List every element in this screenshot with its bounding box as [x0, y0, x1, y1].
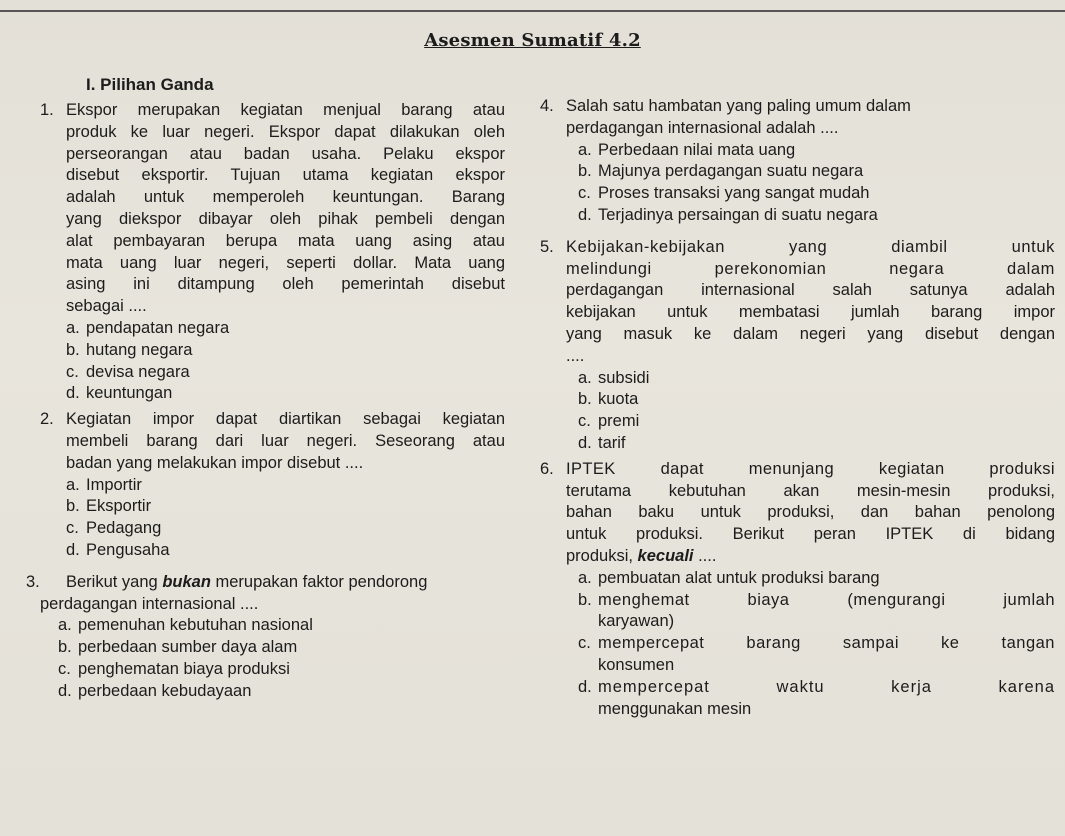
option-c[interactable]: [66, 518, 505, 540]
option-text: menggunakan mesin: [598, 699, 752, 718]
question-text: [66, 409, 505, 474]
option-d[interactable]: [578, 205, 1055, 227]
question-5: [540, 237, 1055, 455]
question-text: [40, 572, 505, 616]
option-text: Pengusaha: [86, 540, 170, 559]
option-text: konsumen: [598, 655, 675, 674]
option-text: Pedagang: [86, 519, 162, 538]
option-text: devisa negara: [86, 362, 190, 381]
option-text: pendapatan negara: [86, 318, 230, 337]
emphasis: bukan: [162, 572, 211, 591]
option-letter: d.: [66, 540, 80, 559]
question-number: 3.: [26, 572, 40, 591]
option-letter: a.: [578, 568, 592, 587]
option-letter: c.: [66, 519, 79, 538]
question-line: perdagangan internasional adalah ....: [566, 118, 839, 137]
option-text: karyawan): [598, 612, 675, 631]
left-column: [26, 90, 505, 703]
option-c[interactable]: [578, 633, 1055, 677]
answer-options: [66, 318, 505, 405]
option-letter: b.: [578, 390, 592, 409]
option-text: Proses transaksi yang sangat mudah: [598, 184, 870, 203]
question-line: Kegiatan impor dapat diartikan sebagai kegiatan: [66, 410, 505, 429]
option-text: Majunya perdagangan suatu negara: [598, 162, 864, 181]
option-d[interactable]: [66, 383, 505, 405]
question-line: badan yang melakukan impor disebut ....: [66, 453, 364, 472]
option-text: tarif: [598, 433, 626, 452]
question-text: [566, 237, 1055, 368]
option-text: menghemat biaya (mengurangi jumlah: [598, 590, 1055, 609]
option-letter: d.: [66, 384, 80, 403]
option-text: perbedaan kebudayaan: [78, 681, 252, 700]
option-letter: c.: [66, 362, 79, 381]
question-line: [52, 572, 505, 594]
question-line: perseorangan atau badan usaha. Pelaku ekspor: [66, 144, 505, 163]
option-letter: b.: [58, 638, 72, 657]
question-line: produk ke luar negeri. Ekspor dapat dilakukan oleh: [66, 122, 505, 141]
option-text: hutang negara: [86, 340, 193, 359]
option-d[interactable]: [578, 677, 1055, 721]
answer-options: [578, 140, 1055, 227]
option-b[interactable]: [66, 340, 505, 362]
option-text: perbedaan sumber daya alam: [78, 638, 298, 657]
option-d[interactable]: [578, 433, 1055, 455]
option-letter: c.: [58, 659, 71, 678]
option-c[interactable]: [578, 411, 1055, 433]
text-run: merupakan faktor pendorong: [210, 572, 428, 591]
question-2: [40, 409, 505, 562]
option-b[interactable]: [578, 389, 1055, 411]
question-line: ....: [566, 346, 585, 365]
option-letter: d.: [578, 677, 592, 696]
text-run: ....: [693, 546, 717, 565]
question-line: Salah satu hambatan yang paling umum dalam: [566, 97, 911, 115]
option-c[interactable]: [578, 183, 1055, 205]
top-rule: [0, 10, 1065, 12]
page-title: Asesmen Sumatif 4.2: [424, 30, 641, 51]
question-line: Kebijakan-kebijakan yang diambil untuk: [566, 237, 1055, 256]
text-run: produksi,: [566, 546, 638, 565]
option-c[interactable]: [58, 659, 505, 681]
option-text: pemenuhan kebutuhan nasional: [78, 616, 313, 635]
option-letter: c.: [578, 412, 591, 431]
option-a[interactable]: [66, 475, 505, 497]
answer-options: [578, 568, 1055, 721]
option-letter: b.: [66, 340, 80, 359]
option-text: Importir: [86, 475, 142, 494]
answer-options: [578, 368, 1055, 455]
option-a[interactable]: [578, 568, 1055, 590]
option-text: pembuatan alat untuk produksi barang: [598, 568, 880, 587]
option-b[interactable]: [66, 496, 505, 518]
question-line: kebijakan untuk membatasi jumlah barang impor: [566, 303, 1055, 322]
option-text: kuota: [598, 390, 639, 409]
question-line: [40, 594, 505, 616]
question-3: [26, 572, 505, 703]
option-letter: d.: [578, 433, 592, 452]
option-a[interactable]: [578, 368, 1055, 390]
question-text: [566, 459, 1055, 568]
option-letter: b.: [578, 590, 592, 609]
question-line: alat pembayaran berupa mata uang asing atau: [66, 231, 505, 250]
option-letter: a.: [66, 318, 80, 337]
question-number: 5.: [540, 237, 554, 256]
question-line: membeli barang dari luar negeri. Seseorang atau: [66, 431, 505, 450]
option-a[interactable]: [578, 140, 1055, 162]
option-text: Terjadinya persaingan di suatu negara: [598, 205, 878, 224]
option-a[interactable]: [66, 318, 505, 340]
option-b[interactable]: [578, 590, 1055, 634]
option-text: subsidi: [598, 368, 650, 387]
question-line: disebut eksportir. Tujuan utama kegiatan ekspor: [66, 166, 505, 185]
question-line: asing ini ditampung oleh pemerintah disebut: [66, 275, 505, 294]
question-line: perdagangan internasional salah satunya adalah: [566, 281, 1055, 300]
option-b[interactable]: [578, 161, 1055, 183]
option-text: mempercepat barang sampai ke tangan: [598, 634, 1055, 653]
question-line: adalah untuk memperoleh keuntungan. Barang: [66, 188, 505, 207]
option-letter: d.: [578, 205, 592, 224]
question-number: 1.: [40, 101, 54, 119]
option-letter: a.: [578, 368, 592, 387]
option-a[interactable]: [58, 615, 505, 637]
option-text: Eksportir: [86, 497, 152, 516]
question-line: yang masuk ke dalam negeri yang disebut dengan: [566, 324, 1055, 343]
question-number: 4.: [540, 97, 554, 115]
option-d[interactable]: [58, 681, 505, 703]
question-line: mata uang luar negeri, seperti dollar. Mata uang: [66, 253, 505, 272]
question-line: IPTEK dapat menunjang kegiatan produksi: [566, 459, 1055, 478]
option-text: premi: [598, 412, 640, 431]
question-line: terutama kebutuhan akan mesin-mesin produksi,: [566, 481, 1055, 500]
option-text: Perbedaan nilai mata uang: [598, 140, 796, 159]
emphasis: kecuali: [637, 546, 694, 565]
option-text: keuntungan: [86, 384, 173, 403]
text-run: Berikut yang: [66, 572, 163, 591]
option-text: mempercepat waktu kerja karena: [598, 677, 1055, 696]
question-6: [540, 459, 1055, 721]
option-letter: a.: [578, 140, 592, 159]
question-4: [540, 96, 1055, 227]
question-text: [66, 100, 505, 318]
question-line: bahan baku untuk produksi, dan bahan penolong: [566, 503, 1055, 522]
option-letter: a.: [66, 475, 80, 494]
right-column: [540, 96, 1055, 720]
question-line: yang diekspor dibayar oleh pihak pembeli dengan: [66, 209, 505, 228]
question-1: [40, 100, 505, 405]
option-letter: c.: [578, 634, 591, 653]
text-run: perdagangan internasional ....: [40, 594, 259, 613]
question-number: 2.: [40, 410, 54, 429]
answer-options: [66, 475, 505, 562]
option-letter: a.: [58, 616, 72, 635]
question-line: untuk produksi. Berikut peran IPTEK di bidang: [566, 525, 1055, 544]
question-line: melindungi perekonomian negara dalam: [566, 259, 1055, 278]
option-text: penghematan biaya produksi: [78, 659, 290, 678]
question-line: Ekspor merupakan kegiatan menjual barang atau: [66, 101, 505, 119]
option-letter: b.: [578, 162, 592, 181]
question-line: [566, 546, 1055, 568]
section-heading: I. Pilihan Ganda: [86, 75, 214, 94]
option-letter: c.: [578, 184, 591, 203]
option-b[interactable]: [58, 637, 505, 659]
question-number: 6.: [540, 459, 554, 478]
answer-options: [58, 615, 505, 702]
option-letter: d.: [58, 681, 72, 700]
option-c[interactable]: [66, 362, 505, 384]
option-letter: b.: [66, 497, 80, 516]
question-text: [566, 96, 1055, 140]
option-d[interactable]: [66, 540, 505, 562]
question-line: sebagai ....: [66, 297, 147, 316]
